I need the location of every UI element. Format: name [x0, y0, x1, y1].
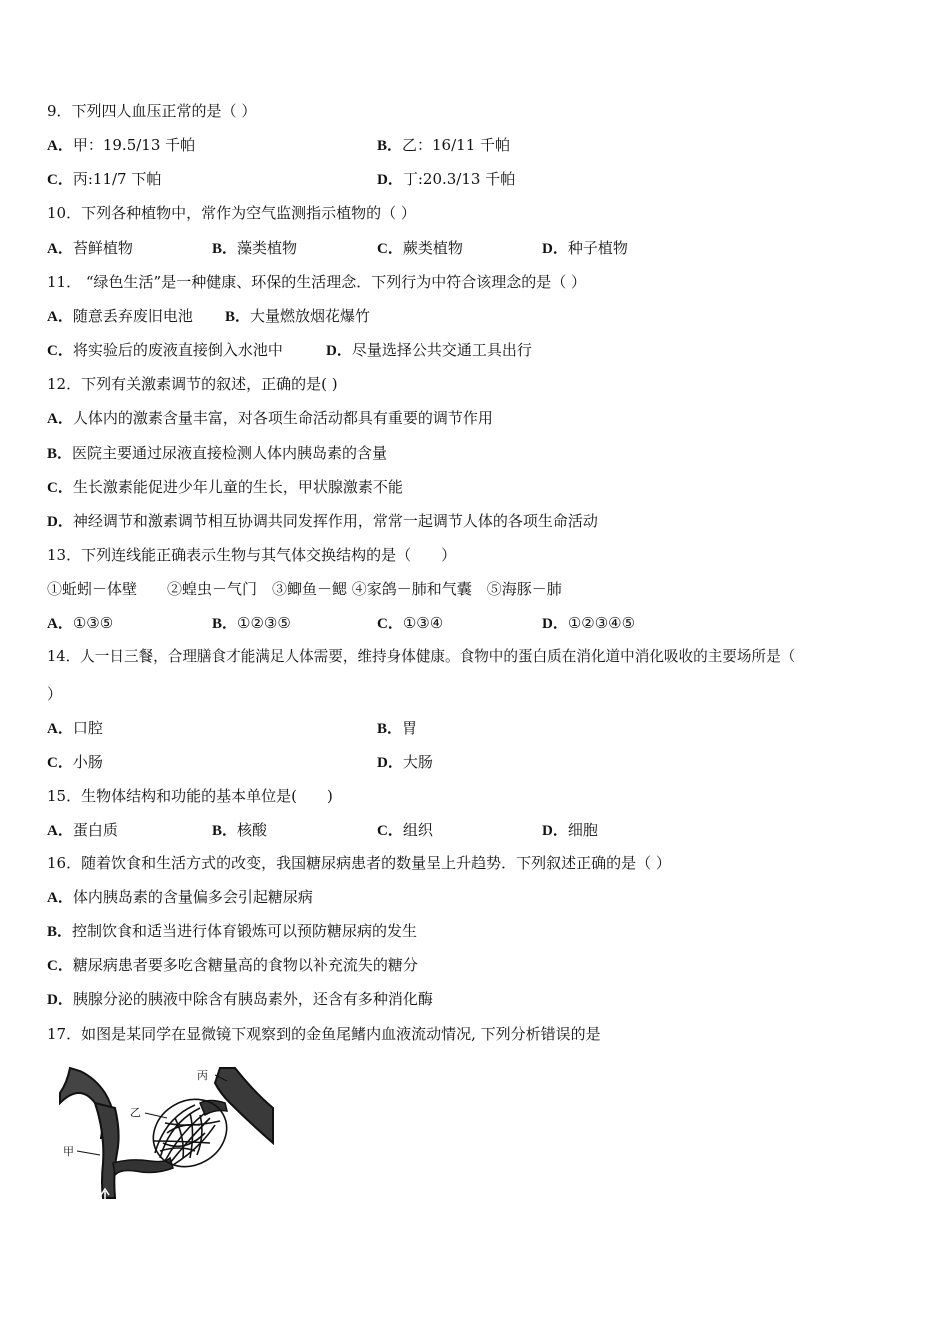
option-text: 大量燃放烟花爆竹: [250, 307, 371, 325]
question-stem: 16．随着饮食和生活方式的改变，我国糖尿病患者的数量呈上升趋势．下列叙述正确的是（ ）: [47, 854, 671, 872]
option-label: B．: [377, 721, 403, 737]
pairs-line: ①蚯蚓－体壁 ②蝗虫－气门 ③鲫鱼－鳃 ④家鸽－肺和气囊 ⑤海豚－肺: [47, 580, 562, 598]
option-b[interactable]: [377, 718, 417, 739]
option-a[interactable]: [47, 408, 493, 429]
option-b[interactable]: [212, 613, 291, 634]
option-text: 乙：16/11 千帕: [402, 136, 511, 154]
option-text: 苔鲜植物: [72, 239, 133, 257]
option-text: ①③④: [402, 614, 444, 632]
option-c[interactable]: [47, 340, 283, 361]
option-label: D．: [47, 992, 73, 1008]
vessel-jia: [95, 1103, 119, 1198]
option-text: 核酸: [237, 821, 268, 839]
option-label: D．: [542, 823, 568, 839]
option-d[interactable]: [377, 169, 515, 190]
option-d[interactable]: [542, 820, 598, 841]
question-stem: 17．如图是某同学在显微镜下观察到的金鱼尾鳍内血液流动情况, 下列分析错误的是: [47, 1025, 601, 1043]
option-label: C．: [377, 241, 403, 257]
option-label: B．: [225, 309, 251, 325]
option-label: A．: [47, 241, 73, 257]
option-c[interactable]: [47, 752, 103, 773]
option-d[interactable]: [47, 511, 598, 532]
option-label: D．: [47, 514, 73, 530]
option-text: ①③⑤: [72, 614, 114, 632]
question-stem: 9．下列四人血压正常的是（ ）: [47, 102, 257, 120]
option-text: 组织: [402, 821, 433, 839]
option-a[interactable]: [47, 238, 133, 259]
question-stem-continued: ）: [47, 685, 63, 703]
label-bing: 丙: [197, 1069, 208, 1082]
option-label: D．: [326, 343, 352, 359]
option-a[interactable]: [47, 887, 313, 908]
option-text: 控制饮食和适当进行体育锻炼可以预防糖尿病的发生: [72, 922, 418, 940]
option-text: 将实验后的废液直接倒入水池中: [72, 341, 283, 359]
option-label: B．: [377, 138, 403, 154]
question-stem: 15．生物体结构和功能的基本单位是( ): [47, 787, 333, 805]
option-text: 丁:20.3/13 千帕: [402, 170, 516, 188]
blood-flow-figure: [55, 1063, 280, 1208]
option-b[interactable]: [212, 238, 297, 259]
option-text: 小肠: [72, 753, 103, 771]
option-text: 生长激素能促进少年儿童的生长，甲状腺激素不能: [72, 478, 403, 496]
option-label: D．: [542, 241, 568, 257]
option-text: 人体内的激素含量丰富，对各项生命活动都具有重要的调节作用: [72, 409, 493, 427]
option-text: 蛋白质: [72, 821, 118, 839]
option-label: A．: [47, 411, 73, 427]
option-label: B．: [47, 924, 73, 940]
option-text: 藻类植物: [237, 239, 298, 257]
option-label: C．: [47, 480, 73, 496]
option-text: 尽量选择公共交通工具出行: [351, 341, 532, 359]
option-label: A．: [47, 138, 73, 154]
option-text: 细胞: [567, 821, 598, 839]
option-text: 体内胰岛素的含量偏多会引起糖尿病: [72, 888, 313, 906]
option-a[interactable]: [47, 718, 103, 739]
option-c[interactable]: [47, 477, 403, 498]
option-b[interactable]: [47, 443, 387, 464]
label-yi: 乙: [130, 1106, 141, 1119]
option-label: C．: [377, 616, 403, 632]
option-label: C．: [47, 958, 73, 974]
option-text: 胃: [402, 719, 418, 737]
option-b[interactable]: [212, 820, 267, 841]
option-label: B．: [212, 241, 238, 257]
option-label: B．: [212, 823, 238, 839]
option-label: C．: [47, 755, 73, 771]
option-b[interactable]: [225, 306, 370, 327]
option-text: ①②③④⑤: [567, 614, 636, 632]
question-stem: 13．下列连线能正确表示生物与其气体交换结构的是（ ）: [47, 546, 457, 564]
option-label: A．: [47, 616, 73, 632]
option-c[interactable]: [377, 613, 443, 634]
option-c[interactable]: [47, 955, 418, 976]
question-stem: 14．人一日三餐，合理膳食才能满足人体需要，维持身体健康。食物中的蛋白质在消化道中消化吸收的主要场所是（: [47, 648, 796, 665]
option-text: 胰腺分泌的胰液中除含有胰岛素外，还含有多种消化酶: [72, 990, 433, 1008]
option-a[interactable]: [47, 306, 193, 327]
option-text: 蕨类植物: [402, 239, 463, 257]
option-text: 种子植物: [567, 239, 628, 257]
option-a[interactable]: [47, 135, 195, 156]
option-text: 丙:11/7 下帕: [72, 170, 162, 188]
option-label: C．: [377, 823, 403, 839]
option-b[interactable]: [47, 921, 417, 942]
option-label: A．: [47, 309, 73, 325]
option-text: 口腔: [72, 719, 103, 737]
option-label: C．: [47, 343, 73, 359]
option-text: 糖尿病患者要多吃含糖量高的食物以补充流失的糖分: [72, 956, 418, 974]
option-a[interactable]: [47, 820, 118, 841]
option-label: D．: [377, 172, 403, 188]
option-label: A．: [47, 890, 73, 906]
option-text: 随意丢弃废旧电池: [72, 307, 193, 325]
leader-jia: [77, 1151, 100, 1155]
option-d[interactable]: [542, 238, 628, 259]
option-d[interactable]: [47, 989, 433, 1010]
option-d[interactable]: [326, 340, 532, 361]
option-label: D．: [377, 755, 403, 771]
option-label: D．: [542, 616, 568, 632]
option-c[interactable]: [47, 169, 161, 190]
option-text: 医院主要通过尿液直接检测人体内胰岛素的含量: [72, 444, 388, 462]
option-label: B．: [47, 446, 73, 462]
option-text: 大肠: [402, 753, 433, 771]
question-stem: 10．下列各种植物中，常作为空气监测指示植物的（ ）: [47, 204, 416, 222]
option-label: A．: [47, 823, 73, 839]
label-jia: 甲: [63, 1145, 74, 1158]
option-d[interactable]: [542, 613, 635, 634]
option-b[interactable]: [377, 135, 510, 156]
option-label: C．: [47, 172, 73, 188]
option-d[interactable]: [377, 752, 433, 773]
option-label: A．: [47, 721, 73, 737]
option-c[interactable]: [377, 238, 463, 259]
option-c[interactable]: [377, 820, 433, 841]
option-text: 神经调节和激素调节相互协调共同发挥作用，常常一起调节人体的各项生命活动: [72, 512, 598, 530]
option-text: 甲：19.5/13 千帕: [72, 136, 196, 154]
option-label: B．: [212, 616, 238, 632]
question-stem: 12．下列有关激素调节的叙述，正确的是( ): [47, 375, 338, 393]
question-stem: 11． “绿色生活”是一种健康、环保的生活理念．下列行为中符合该理念的是（ ）: [47, 273, 586, 291]
option-text: ①②③⑤: [237, 614, 291, 632]
option-a[interactable]: [47, 613, 113, 634]
